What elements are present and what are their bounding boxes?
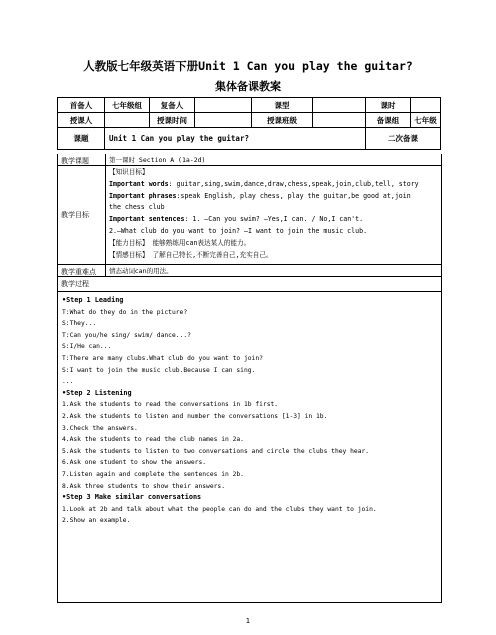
step-line: 8.Ask three students to show their answers. xyxy=(62,482,226,490)
process-label: 教学过程 xyxy=(58,277,441,292)
step-line: S:I want to join the music club.Because I can sing. xyxy=(62,366,256,374)
step-line: 3.Check the answers. xyxy=(62,424,138,432)
header-cell: 七年级 xyxy=(411,113,441,128)
document-subtitle: 集体备课教案 xyxy=(215,80,281,93)
step-line: T:There are many clubs.What club do you want to join? xyxy=(62,354,263,362)
topic-label: 课题 xyxy=(58,128,105,150)
step-line: 7.Listen again and complete the sentences in 2b. xyxy=(62,470,244,478)
process-section xyxy=(58,276,441,530)
page-number: 1 xyxy=(245,617,251,625)
goals-list xyxy=(106,166,441,264)
step-line: 4.Ask the students to read the club names in 2a. xyxy=(62,436,244,444)
step-line: 2.Show an example. xyxy=(62,517,131,525)
key-points-row xyxy=(58,264,441,276)
goal-line: 【知识目标】 xyxy=(109,168,149,176)
step-heading: •Step 3 Make similar conversations xyxy=(62,493,202,502)
header-cell: 课型 xyxy=(252,98,313,113)
document-title: 人教版七年级英语下册Unit 1 Can you play the guitar? xyxy=(83,59,413,73)
goal-line: 【能力目标】 能够熟练用can表达某人的能力。 xyxy=(109,238,251,247)
goal-line: 【情感目标】 了解自己特长,不断完善自己,充实自己。 xyxy=(109,250,273,259)
goals-row xyxy=(58,165,441,264)
header-cell: 复备人 xyxy=(150,98,195,113)
step-heading: •Step 1 Leading xyxy=(62,296,124,304)
step-line: ... xyxy=(62,378,74,386)
process-steps xyxy=(58,292,441,530)
step-line: T:What do they do in the picture? xyxy=(62,308,188,316)
step-line: 2.Ask the students to listen and number the conversations [1-3] in 1b. xyxy=(62,412,328,420)
header-table xyxy=(57,97,441,150)
second-prep-label: 二次备课 xyxy=(366,128,441,150)
header-cell: 授课人 xyxy=(58,113,105,128)
topic-row xyxy=(58,154,441,165)
goal-line: Important words: guitar,sing,swim,dance,draw,chess,speak,join,club,tell, story xyxy=(109,179,419,188)
header-cell xyxy=(195,113,252,128)
key-points-label: 教学重难点 xyxy=(58,265,106,276)
topic-row-label: 教学课题 xyxy=(58,154,106,165)
step-line: 6.Ask one student to show the answers. xyxy=(62,459,207,467)
step-line: S:They... xyxy=(62,320,97,328)
goals-label: 教学目标 xyxy=(58,166,106,264)
header-cell xyxy=(313,113,366,128)
header-cell: 备课组 xyxy=(366,113,411,128)
header-cell: 课时 xyxy=(366,98,411,113)
header-cell xyxy=(411,98,441,113)
goal-line: Important phrases:speak English, play chess, play the guitar,be good at,join xyxy=(109,191,411,200)
lesson-body xyxy=(57,154,442,603)
step-line: 1.Ask the students to read the conversations in 1b first. xyxy=(62,401,279,409)
header-cell: 授课班级 xyxy=(252,113,313,128)
header-cell xyxy=(105,113,150,128)
step-heading: •Step 2 Listening xyxy=(62,388,132,397)
header-cell: 授课时间 xyxy=(150,113,195,128)
goal-line: the chess club xyxy=(109,203,165,212)
key-points-value: 情态动词can的用法。 xyxy=(109,267,173,275)
header-cell xyxy=(195,98,252,113)
unit-title: Unit 1 Can you play the guitar? xyxy=(105,128,366,150)
goal-line: Important sentences: 1. —Can you swim? —Yes,I can. / No,I can't. xyxy=(109,215,364,224)
step-line: S:I/He can... xyxy=(62,343,112,351)
goal-line: 2.—What club do you want to join? —I want to join the music club. xyxy=(109,226,368,235)
step-line: T:Can you/he sing/ swim/ dance...? xyxy=(62,331,191,339)
step-line: 1.Look at 2b and talk about what the people can do and the clubs they want to join. xyxy=(62,505,377,513)
topic-row-value: 第一课时 Section A (1a-2d) xyxy=(109,156,206,164)
header-cell xyxy=(313,98,366,113)
header-cell: 七年级组 xyxy=(105,98,150,113)
step-line: 5.Ask the students to listen to two conversations and circle the clubs they hear. xyxy=(62,447,370,455)
header-cell: 首备人 xyxy=(58,98,105,113)
